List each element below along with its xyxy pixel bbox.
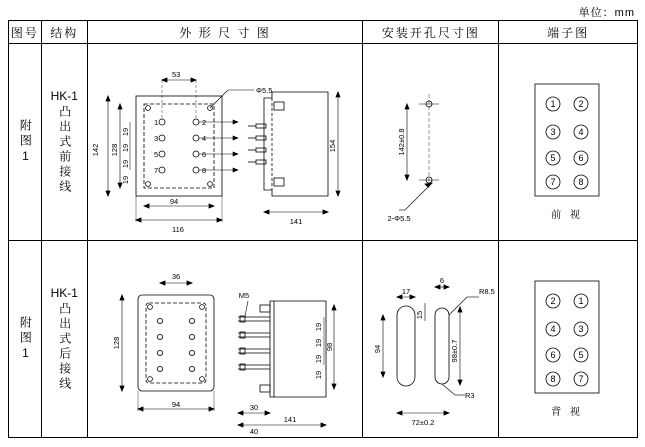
mount-r85: R8.5: [479, 286, 496, 296]
header-mounting: 安装开孔尺寸图: [363, 21, 499, 44]
header-outline: 外 形 尺 寸 图: [87, 21, 363, 44]
model-label-2: HK-1: [50, 286, 78, 300]
terminal-3b: 3: [578, 323, 584, 334]
table-row: [9, 44, 638, 241]
outline-drawing-2: [88, 243, 363, 436]
cell-mounting-2: [363, 241, 499, 438]
fig-no-label-2: 附图1: [18, 315, 33, 363]
terminal-7: 7: [550, 176, 556, 187]
pin-8: 8: [201, 165, 206, 175]
terminal-6: 6: [578, 152, 584, 163]
cell-structure-2: [41, 241, 87, 438]
dim-128: 128: [109, 143, 119, 156]
dim-19-f: 19: [313, 338, 323, 347]
structure-label-1: 凸出式前接线: [57, 105, 72, 195]
terminal-2b: 2: [550, 295, 556, 306]
dim-hole-phi: Φ5.5: [255, 85, 273, 95]
cell-mounting-1: [363, 44, 499, 241]
cell-terminal-1: [499, 44, 638, 241]
terminal-8: 8: [578, 176, 584, 187]
mount-hole-note: 2-Φ5.5: [387, 213, 411, 223]
dim-bottom-94: 94: [171, 399, 180, 409]
dim-94: 94: [169, 196, 178, 206]
dim-top-36: 36: [171, 271, 180, 281]
structure-label-2: 凸出式后接线: [57, 302, 72, 392]
terminal-5b: 5: [578, 349, 584, 360]
mount-r3: R3: [465, 390, 476, 400]
model-label-1: HK-1: [50, 89, 78, 103]
cell-structure-1: [41, 44, 87, 241]
header-fig-no: 图号: [9, 21, 42, 44]
terminal-1: 1: [550, 98, 556, 109]
dim-30: 30: [249, 402, 258, 412]
terminal-5: 5: [550, 152, 556, 163]
mount-dim-142: 142±0.8: [397, 127, 407, 156]
dim-116: 116: [171, 224, 184, 234]
cell-outline-2: [87, 241, 363, 438]
dim-141-b: 141: [283, 414, 296, 424]
pin-6: 6: [201, 149, 206, 159]
pin-4: 4: [201, 133, 206, 143]
table-row: [9, 241, 638, 438]
mount-dim-94: 94: [373, 344, 383, 353]
mount-dim-98: 98±0.7: [450, 339, 460, 362]
dim-154: 154: [327, 139, 337, 152]
dim-98: 98: [324, 342, 334, 351]
fig-no-label-1: 附图1: [18, 118, 33, 166]
pin-5: 5: [153, 149, 158, 159]
pin-3: 3: [153, 133, 158, 143]
unit-note: 单位：mm: [578, 7, 635, 19]
dim-19-h: 19: [313, 370, 323, 379]
mount-dim-6: 6: [440, 275, 445, 285]
mount-dim-17: 17: [402, 286, 411, 296]
terminal-7b: 7: [578, 373, 584, 384]
terminal-1b: 1: [578, 295, 584, 306]
cell-outline-1: [87, 44, 363, 241]
dim-left-128: 128: [111, 336, 121, 349]
dim-19-g: 19: [313, 354, 323, 363]
terminal-view-label-2: 背 视: [551, 406, 584, 418]
mount-dim-72: 72±0.2: [411, 417, 435, 427]
terminal-4: 4: [578, 126, 584, 137]
dim-19-e: 19: [313, 322, 323, 331]
mount-dim-15: 15: [415, 310, 425, 319]
dim-141: 141: [289, 216, 302, 226]
dim-19-a: 19: [120, 127, 130, 136]
dim-top-53: 53: [171, 69, 181, 79]
mounting-drawing-2: [363, 243, 498, 436]
dim-40: 40: [249, 426, 258, 436]
dim-19-b: 19: [120, 143, 130, 152]
pin-1: 1: [153, 117, 158, 127]
terminal-4b: 4: [550, 323, 556, 334]
cell-fig-no-2: [9, 241, 42, 438]
cell-fig-no-1: [9, 44, 42, 241]
mounting-drawing-1: [363, 46, 498, 239]
pin-7: 7: [153, 165, 158, 175]
header-terminal: 端子图: [499, 21, 638, 44]
dim-19-d: 19: [120, 175, 130, 184]
table-header-row: [9, 21, 638, 44]
terminal-2: 2: [578, 98, 584, 109]
screw-label-m5: M5: [238, 290, 249, 300]
dim-142: 142: [90, 143, 100, 156]
terminal-3: 3: [550, 126, 556, 137]
cell-terminal-2: [499, 241, 638, 438]
pin-2: 2: [201, 117, 206, 127]
terminal-drawing-1: [499, 46, 637, 239]
outline-drawing-1: [88, 46, 363, 239]
dim-19-c: 19: [120, 159, 130, 168]
terminal-drawing-2: [499, 243, 637, 436]
terminal-8b: 8: [550, 373, 556, 384]
dimension-table: [8, 20, 638, 438]
header-structure: 结构: [41, 21, 87, 44]
terminal-view-label-1: 前 视: [551, 209, 584, 221]
terminal-6b: 6: [550, 349, 556, 360]
